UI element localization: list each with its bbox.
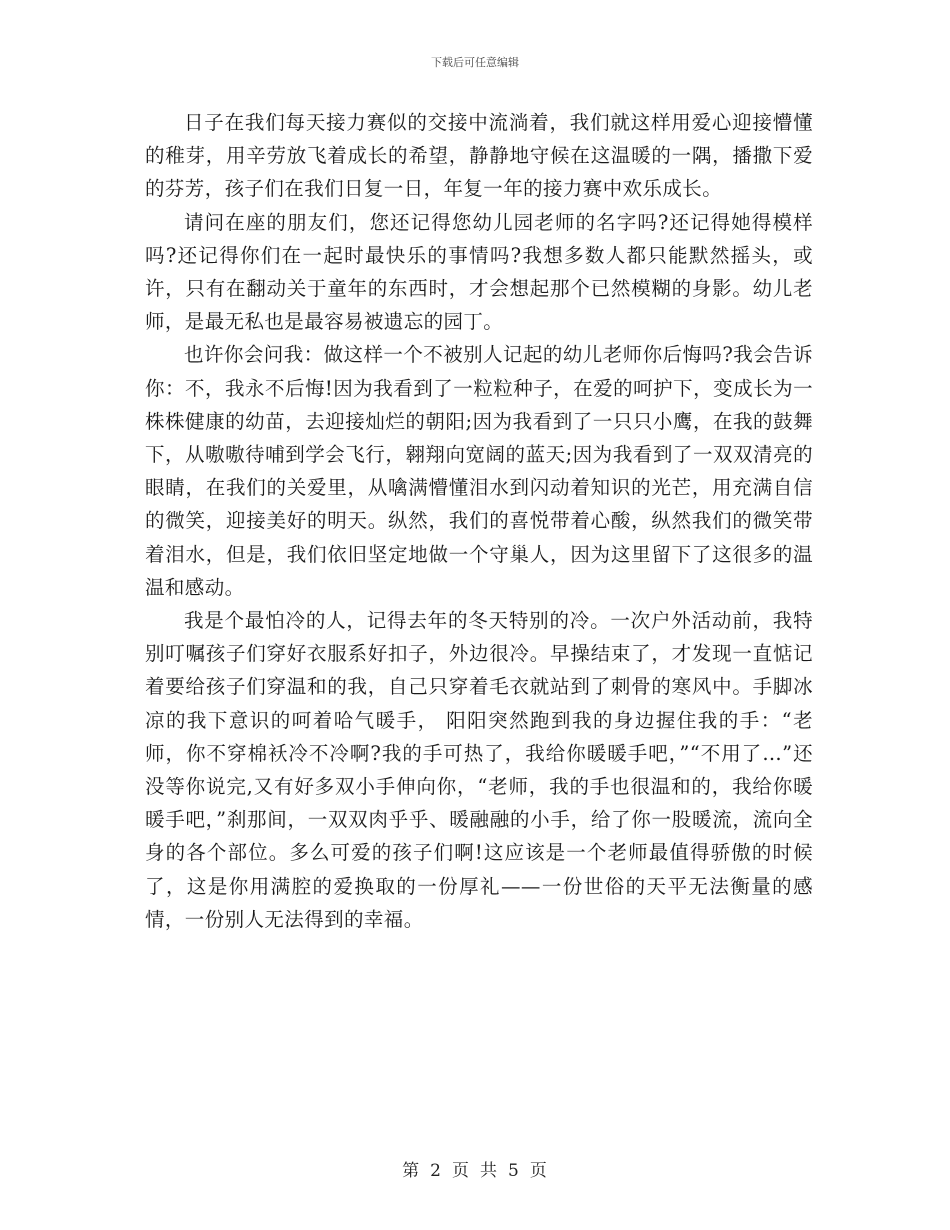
- footer-prefix: 第: [402, 1161, 421, 1181]
- paragraph-3: 也许你会问我：做这样一个不被别人记起的幼儿老师你后悔吗?我会告诉你：不，我永不后悔!因为我看到了一粒粒种子，在爱的呵护下，变成长为一株株健康的幼苗，去迎接灿烂的朝阳;因为我看到了一只只小鹰，在我的鼓舞下，从嗷嗷待哺到学会飞行，翱翔向宽阔的蓝天;因为我看到了一双双清亮的眼睛，在我们的关爱里，从噙满懵懂泪水到闪动着知识的光芒，用充满自信的微笑，迎接美好的明天。纵然，我们的喜悦带着心酸，纵然我们的微笑带着泪水，但是，我们依旧坚定地做一个守巢人，因为这里留下了这很多的温温和感动。: [145, 343, 813, 599]
- paragraph-4: 我是个最怕冷的人，记得去年的冬天特别的冷。一次户外活动前，我特别叮嘱孩子们穿好衣服系好扣子，外边很冷。早操结束了，才发现一直惦记着要给孩子们穿温和的我，自己只穿着毛衣就站到了刺骨的寒风中。手脚冰凉的我下意识的呵着哈气暖手， 阳阳突然跑到我的身边握住我的手：“老师，你不穿棉袄冷不冷啊?我的手可热了，我给你暖暖手吧，”“不用了…”还没等你说完,又有好多双小手伸向你，“老师，我的手也很温和的，我给你暖暖手吧，”刹那间，一双双肉乎乎、暖融融的小手，给了你一股暖流，流向全身的各个部位。多么可爱的孩子们啊!这应该是一个老师最值得骄傲的时候了，这是你用满腔的爱换取的一份厚礼——一份世俗的天平无法衡量的感情，一份别人无法得到的幸福。: [145, 609, 813, 931]
- paragraph-2: 请问在座的朋友们，您还记得您幼儿园老师的名字吗?还记得她得模样吗?还记得你们在一起时最快乐的事情吗?我想多数人都只能默然摇头，或许，只有在翻动关于童年的东西时，才会想起那个已然模糊的身影。幼儿老师，是最无私也是最容易被遗忘的园丁。: [145, 210, 813, 334]
- page-footer: [0, 1156, 950, 1181]
- footer-page-word: 页: [452, 1161, 470, 1181]
- header-note: 下载后可任意编辑: [431, 56, 519, 69]
- footer-total-pages: 5: [508, 1161, 520, 1181]
- paragraph-1: 日子在我们每天接力赛似的交接中流淌着，我们就这样用爱心迎接懵懂的稚芽，用辛劳放飞着成长的希望，静静地守候在这温暖的一隅，播撒下爱的芬芳，孩子们在我们日复一日，年复一年的接力赛中欢乐成长。: [145, 111, 813, 201]
- footer-current-page: 2: [430, 1161, 442, 1181]
- footer-suffix: 页: [529, 1161, 548, 1181]
- footer-total-prefix: 共: [480, 1161, 498, 1181]
- document-body: [145, 106, 813, 936]
